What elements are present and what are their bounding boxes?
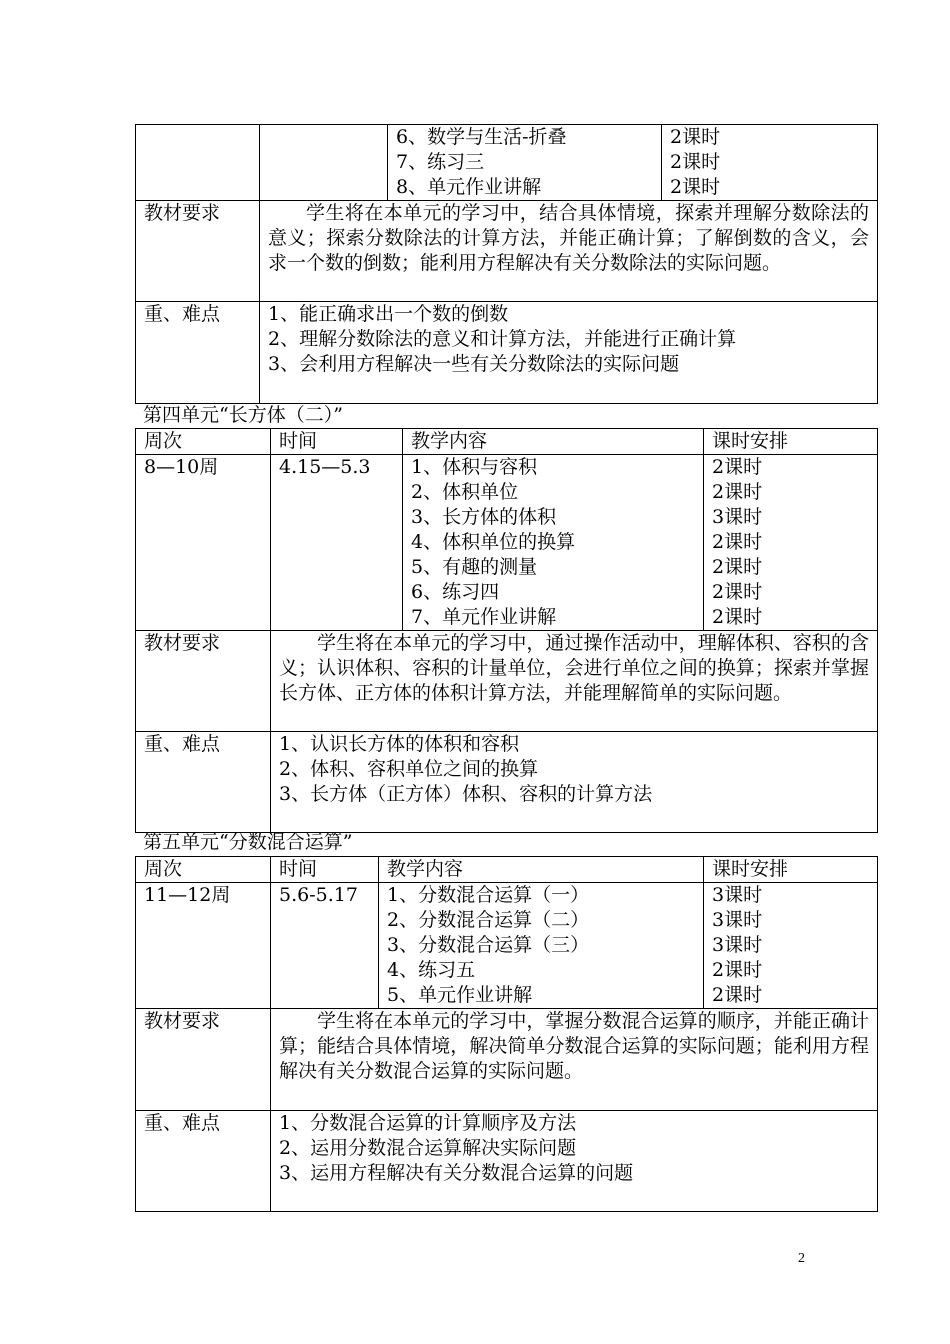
list-item: 1、认识长方体的体积和容积 — [279, 733, 520, 755]
list-item: 2课时 — [712, 984, 763, 1006]
key-points-cell — [271, 1111, 878, 1212]
req-text-cell — [271, 1009, 878, 1111]
unit4-table — [135, 428, 878, 833]
table-row — [136, 125, 878, 201]
req-label: 教材要求 — [136, 201, 260, 302]
unit5-title: 第五单元“分数混合运算” — [143, 831, 353, 853]
list-item: 8、单元作业讲解 — [396, 176, 542, 198]
list-item: 2课时 — [670, 176, 721, 198]
list-item: 2课时 — [670, 126, 721, 148]
table-header-row — [136, 429, 878, 455]
column-header: 时间 — [271, 857, 379, 883]
content-cell — [388, 125, 662, 201]
list-item: 2课时 — [712, 456, 763, 478]
list-item: 3、长方体（正方体）体积、容积的计算方法 — [279, 783, 653, 805]
list-item: 1、分数混合运算（一） — [387, 884, 590, 906]
list-item: 3、分数混合运算（三） — [387, 934, 590, 956]
column-header: 课时安排 — [704, 429, 878, 455]
list-item: 1、分数混合运算的计算顺序及方法 — [279, 1112, 577, 1134]
list-item: 3课时 — [712, 884, 763, 906]
table-row — [136, 455, 878, 631]
list-item: 5、有趣的测量 — [411, 556, 538, 578]
key-label: 重、难点 — [136, 1111, 271, 1212]
list-item: 5、单元作业讲解 — [387, 984, 533, 1006]
hours-cell — [704, 455, 878, 631]
list-item: 1、能正确求出一个数的倒数 — [268, 303, 509, 325]
list-item: 2、运用分数混合运算解决实际问题 — [279, 1137, 577, 1159]
req-text-cell — [271, 631, 878, 732]
list-item: 3课时 — [712, 909, 763, 931]
hours-cell — [704, 883, 878, 1009]
week-cell: 11—12周 — [136, 883, 271, 1009]
list-item: 3、长方体的体积 — [411, 506, 557, 528]
list-item: 2课时 — [712, 481, 763, 503]
column-header: 周次 — [136, 857, 271, 883]
req-text: 学生将在本单元的学习中，通过操作活动中，理解体积、容积的含义；认识体积、容积的计量单位，会进行单位之间的换算；探索并掌握长方体、正方体的体积计算方法，并能理解简单的实际问题。 — [279, 632, 869, 704]
list-item: 2课时 — [712, 606, 763, 628]
column-header: 课时安排 — [704, 857, 878, 883]
list-item: 6、数学与生活-折叠 — [396, 126, 567, 148]
page-number: 2 — [798, 1251, 805, 1266]
list-item: 7、单元作业讲解 — [411, 606, 557, 628]
list-item: 3课时 — [712, 934, 763, 956]
column-header: 教学内容 — [403, 429, 704, 455]
table-row — [136, 1111, 878, 1212]
column-header: 教学内容 — [379, 857, 704, 883]
table-row — [136, 302, 878, 404]
time-cell: 5.6-5.17 — [271, 883, 379, 1009]
req-label: 教材要求 — [136, 1009, 271, 1111]
table-row — [136, 631, 878, 732]
unit4-title: 第四单元“长方体（二）” — [143, 404, 343, 426]
list-item: 3、会利用方程解决一些有关分数除法的实际问题 — [268, 353, 680, 375]
list-item: 2、体积、容积单位之间的换算 — [279, 758, 539, 780]
list-item: 7、练习三 — [396, 151, 485, 173]
table-row — [136, 1009, 878, 1111]
content-cell — [403, 455, 704, 631]
list-item: 3、运用方程解决有关分数混合运算的问题 — [279, 1162, 634, 1184]
unit3-continued-table — [135, 124, 878, 404]
key-label: 重、难点 — [136, 732, 271, 833]
column-header: 周次 — [136, 429, 271, 455]
list-item: 3课时 — [712, 506, 763, 528]
key-label: 重、难点 — [136, 302, 260, 404]
list-item: 2、理解分数除法的意义和计算方法，并能进行正确计算 — [268, 328, 737, 350]
unit5-table — [135, 856, 878, 1212]
week-cell — [136, 125, 260, 201]
key-points-cell — [260, 302, 878, 404]
list-item: 4、体积单位的换算 — [411, 531, 576, 553]
table-row — [136, 732, 878, 833]
list-item: 2课时 — [712, 959, 763, 981]
req-text: 学生将在本单元的学习中，结合具体情境，探索并理解分数除法的意义；探索分数除法的计算方法，并能正确计算；了解倒数的含义，会求一个数的倒数；能利用方程解决有关分数除法的实际问题。 — [268, 202, 869, 274]
list-item: 2、体积单位 — [411, 481, 519, 503]
hours-cell — [662, 125, 878, 201]
table-row — [136, 883, 878, 1009]
time-cell — [260, 125, 388, 201]
time-cell: 4.15—5.3 — [271, 455, 403, 631]
key-points-cell — [271, 732, 878, 833]
list-item: 1、体积与容积 — [411, 456, 538, 478]
table-row — [136, 201, 878, 302]
list-item: 2、分数混合运算（二） — [387, 909, 590, 931]
req-text: 学生将在本单元的学习中，掌握分数混合运算的顺序，并能正确计算；能结合具体情境，解决简单分数混合运算的实际问题；能利用方程解决有关分数混合运算的实际问题。 — [279, 1010, 869, 1082]
list-item: 4、练习五 — [387, 959, 476, 981]
table-header-row — [136, 857, 878, 883]
list-item: 2课时 — [712, 531, 763, 553]
list-item: 2课时 — [712, 581, 763, 603]
list-item: 6、练习四 — [411, 581, 500, 603]
req-text-cell — [260, 201, 878, 302]
list-item: 2课时 — [712, 556, 763, 578]
content-cell — [379, 883, 704, 1009]
req-label: 教材要求 — [136, 631, 271, 732]
week-cell: 8—10周 — [136, 455, 271, 631]
column-header: 时间 — [271, 429, 403, 455]
list-item: 2课时 — [670, 151, 721, 173]
